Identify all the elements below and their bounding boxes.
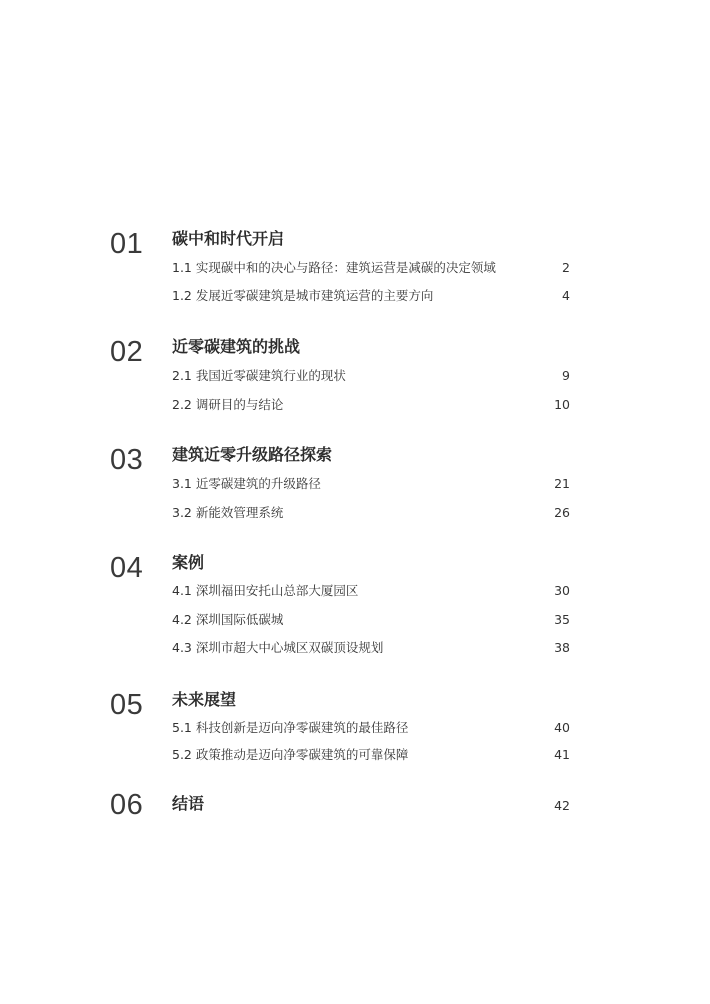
- toc-entry-label: 3.2 新能效管理系统: [172, 505, 284, 520]
- section-page: 42: [554, 798, 570, 813]
- toc-entry-label: 2.2 调研目的与结论: [172, 397, 284, 412]
- toc-entry-page: 26: [554, 505, 570, 520]
- toc-entry-page: 10: [554, 397, 570, 412]
- toc-entry[interactable]: [172, 718, 570, 738]
- toc-entry[interactable]: [172, 638, 570, 658]
- toc-entry-page: 21: [554, 476, 570, 491]
- toc-entry-page: 2: [562, 260, 570, 275]
- toc-entry-label: 3.1 近零碳建筑的升级路径: [172, 476, 321, 491]
- section-number: 02: [110, 336, 144, 368]
- section-title[interactable]: 未来展望: [172, 690, 237, 709]
- toc-entry-label: 5.1 科技创新是迈向净零碳建筑的最佳路径: [172, 720, 409, 735]
- section-title[interactable]: 结语: [172, 794, 205, 813]
- toc-entry[interactable]: [172, 366, 570, 386]
- toc-entry[interactable]: [172, 503, 570, 523]
- section-number: 04: [110, 552, 144, 584]
- toc-entry[interactable]: [172, 581, 570, 601]
- section-number: 01: [110, 228, 144, 260]
- section-title[interactable]: 近零碳建筑的挑战: [172, 337, 301, 356]
- section-title[interactable]: 案例: [172, 553, 205, 572]
- toc-entry-label: 5.2 政策推动是迈向净零碳建筑的可靠保障: [172, 747, 409, 762]
- section-number: 05: [110, 689, 144, 721]
- toc-entry-page: 41: [554, 747, 570, 762]
- toc-entry-page: 35: [554, 612, 570, 627]
- section-number: 06: [110, 789, 144, 821]
- section-title[interactable]: 碳中和时代开启: [172, 229, 285, 248]
- toc-entry-page: 4: [562, 288, 570, 303]
- toc-entry[interactable]: [172, 258, 570, 278]
- toc-entry[interactable]: [172, 745, 570, 765]
- toc-entry-page: 30: [554, 583, 570, 598]
- toc-entry[interactable]: [172, 286, 570, 306]
- toc-entry-label: 1.2 发展近零碳建筑是城市建筑运营的主要方向: [172, 288, 434, 303]
- toc-entry-page: 40: [554, 720, 570, 735]
- toc-entry[interactable]: [172, 474, 570, 494]
- toc-entry[interactable]: [172, 395, 570, 415]
- toc-entry-page: 9: [562, 368, 570, 383]
- toc-entry-page: 38: [554, 640, 570, 655]
- toc-entry-label: 2.1 我国近零碳建筑行业的现状: [172, 368, 346, 383]
- toc-entry[interactable]: [172, 610, 570, 630]
- toc-entry-label: 1.1 实现碳中和的决心与路径：建筑运营是减碳的决定领域: [172, 260, 496, 275]
- section-title[interactable]: 建筑近零升级路径探索: [172, 445, 333, 464]
- section-number: 03: [110, 444, 144, 476]
- toc-entry-label: 4.1 深圳福田安托山总部大厦园区: [172, 583, 359, 598]
- toc-entry-label: 4.3 深圳市超大中心城区双碳顶设规划: [172, 640, 384, 655]
- toc-entry-label: 4.2 深圳国际低碳城: [172, 612, 284, 627]
